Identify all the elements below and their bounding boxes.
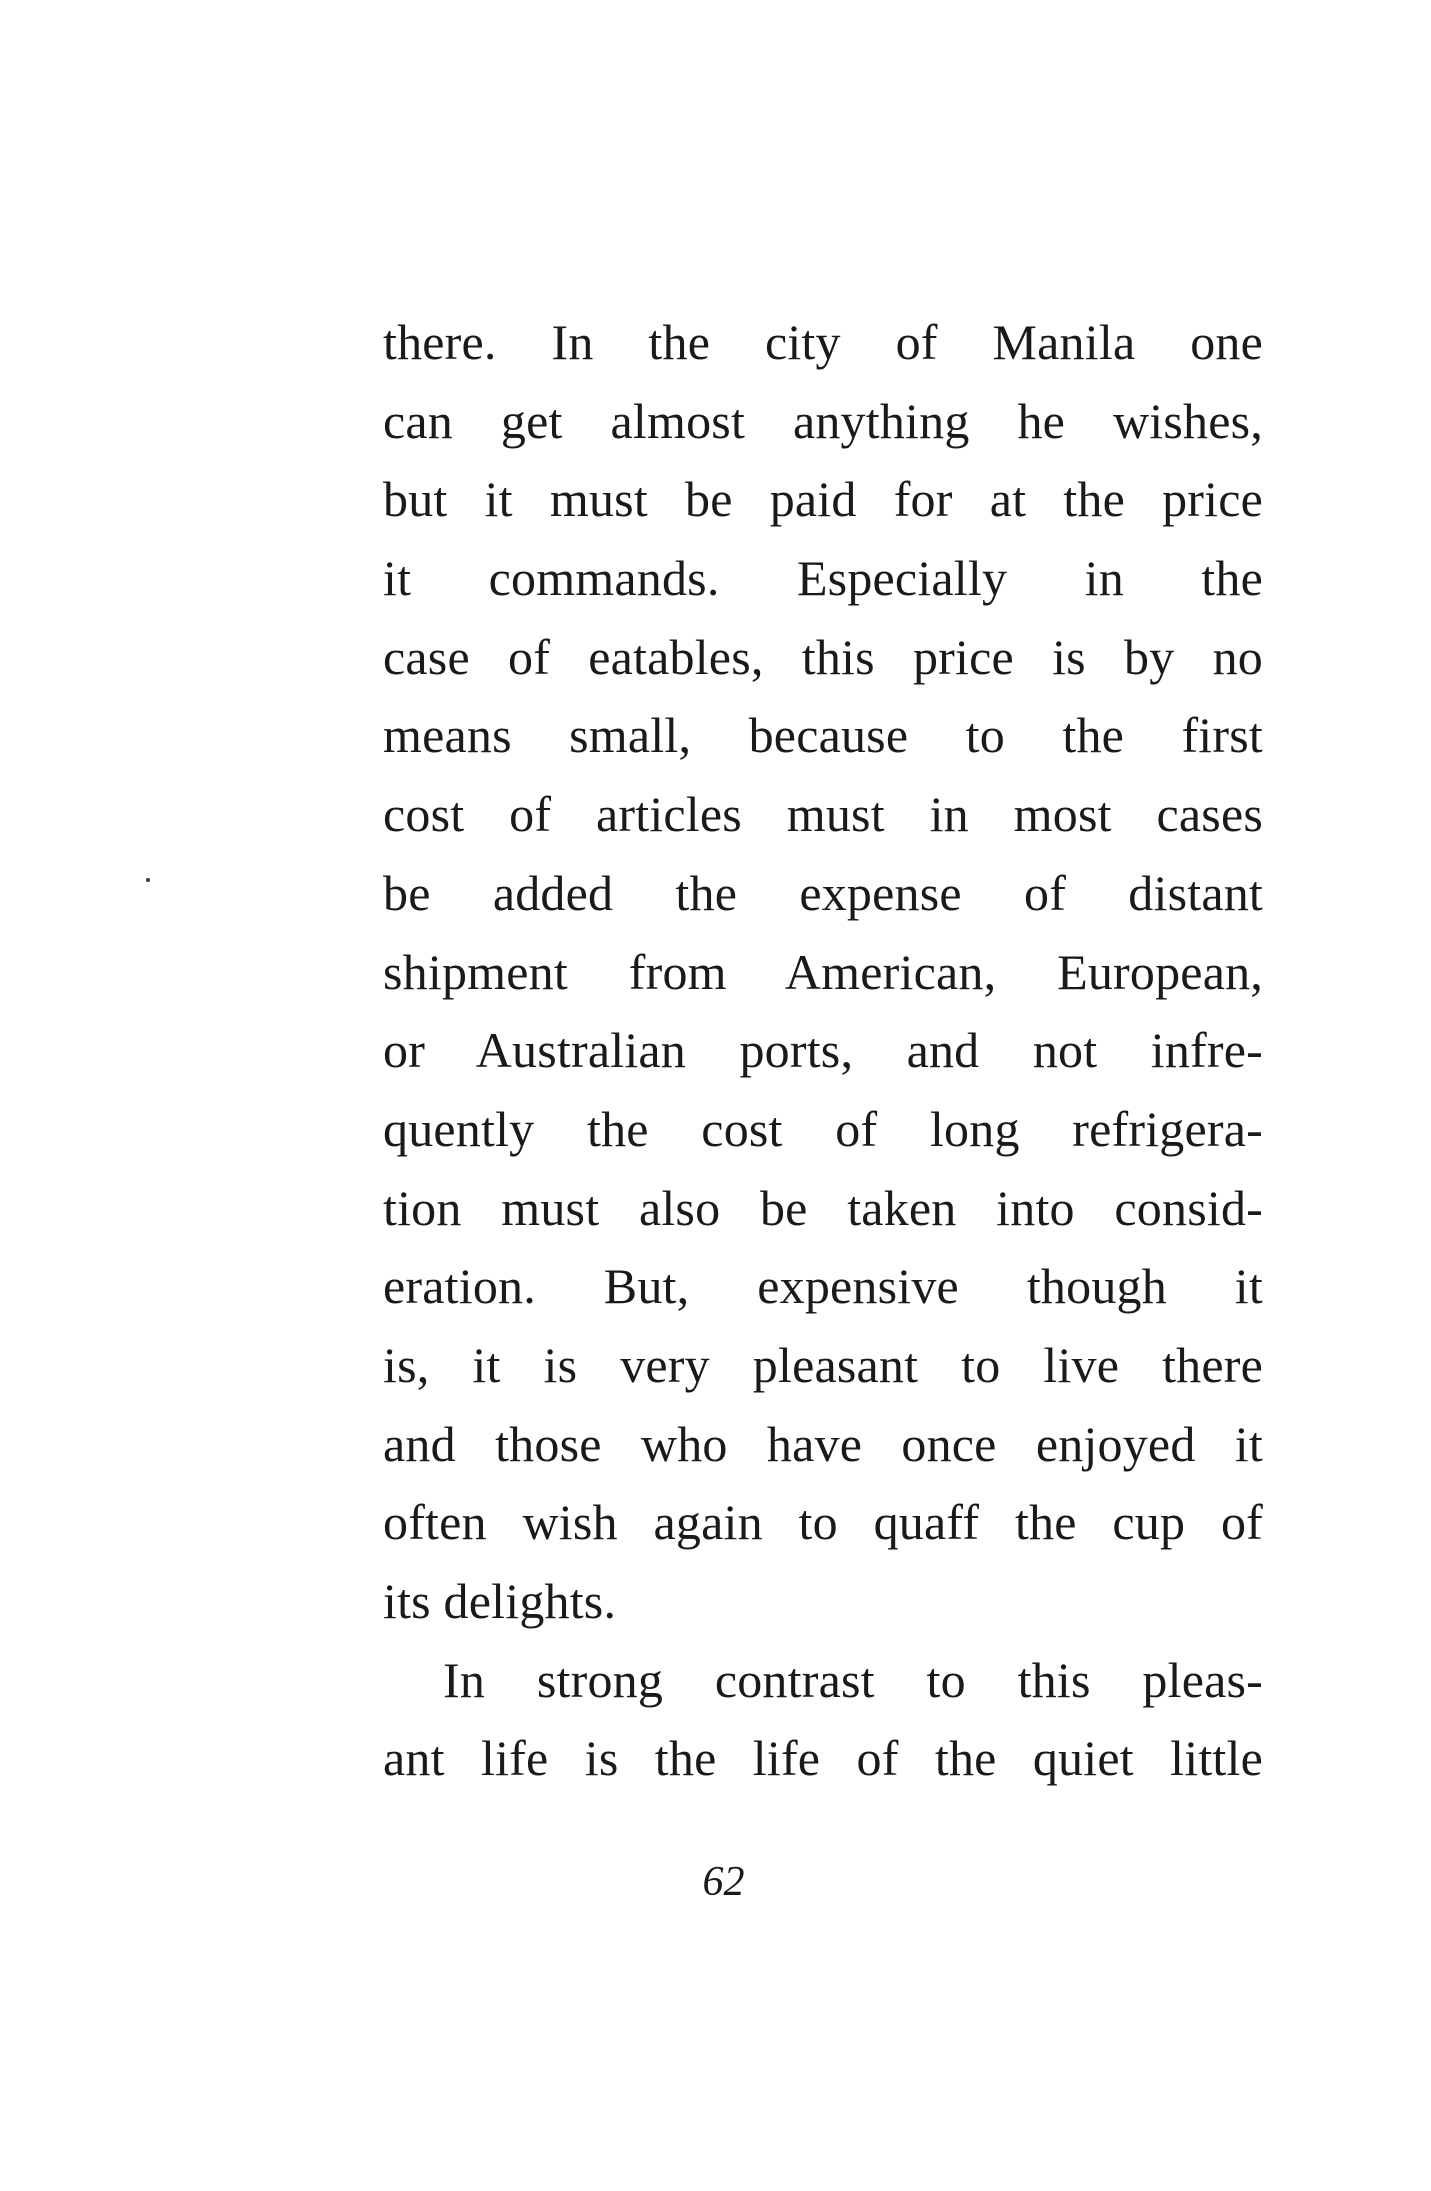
text-line: means small, because to the first	[383, 707, 1263, 764]
body-text	[383, 303, 1263, 1798]
text-line: shipment from American, European,	[383, 943, 1263, 1000]
paragraph-1	[383, 303, 1263, 1641]
text-line: there. In the city of Manila one	[383, 314, 1263, 370]
text-line: case of eatables, this price is by no	[383, 628, 1263, 685]
text-line: eration. But, expensive though it	[383, 1258, 1263, 1315]
text-line: cost of articles must in most cases	[383, 786, 1263, 843]
ink-speck	[146, 878, 150, 882]
text-line: tion must also be taken into consid-	[383, 1179, 1263, 1236]
paragraph-2	[383, 1641, 1263, 1798]
text-line: it commands. Especially in the	[383, 550, 1263, 607]
page-number: 62	[702, 1859, 745, 1905]
text-line: or Australian ports, and not infre-	[383, 1022, 1263, 1079]
text-line: is, it is very pleasant to live there	[383, 1336, 1263, 1393]
text-line: and those who have once enjoyed it	[383, 1415, 1263, 1472]
text-line: but it must be paid for at the price	[383, 471, 1263, 528]
text-line: can get almost anything he wishes,	[383, 392, 1263, 449]
text-line: be added the expense of distant	[383, 864, 1263, 921]
text-line: In strong contrast to this pleas-	[443, 1651, 1263, 1708]
text-line: quently the cost of long refrigera-	[383, 1100, 1263, 1157]
text-line: often wish again to quaff the cup of	[383, 1494, 1263, 1551]
text-line: its delights.	[383, 1573, 617, 1629]
text-line: ant life is the life of the quiet little	[383, 1730, 1263, 1787]
